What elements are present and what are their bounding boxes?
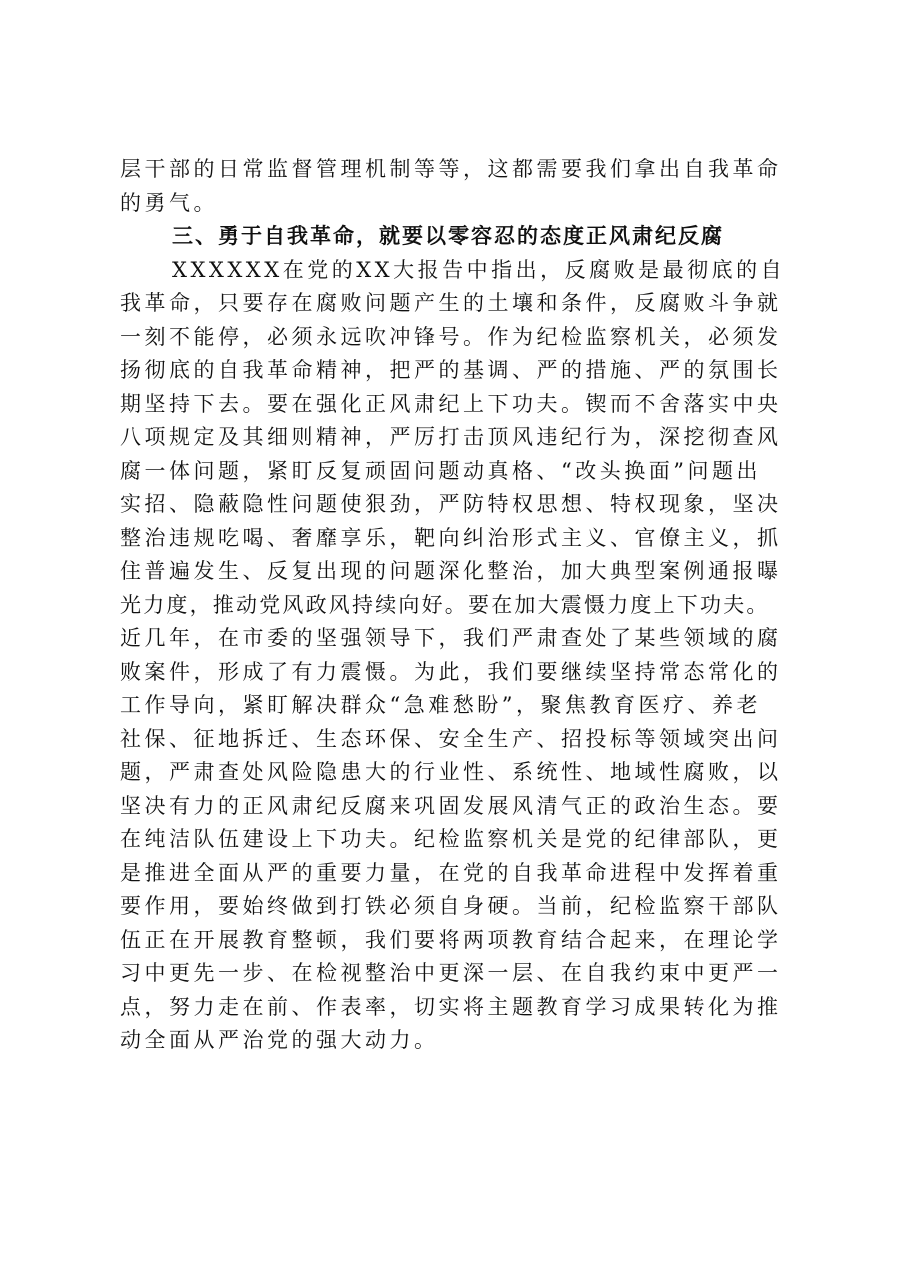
body-line: 整治违规吃喝、奢靡享乐，靶向纠治形式主义、官僚主义，抓 (120, 525, 782, 550)
body-line: 住普遍发生、反复出现的问题深化整治，加大典型案例通报曝 (120, 559, 782, 583)
body-line: 期坚持下去。要在强化正风肃纪上下功夫。锲而不舍落实中央 (120, 391, 782, 416)
body-line: 的勇气。 (120, 190, 218, 215)
document-body (120, 153, 800, 1058)
body-line: 要作用，要始终做到打铁必须自身硬。当前，纪检监察干部队 (120, 894, 782, 918)
body-line: 题，严肃查处风险隐患大的行业性、系统性、地域性腐败，以 (120, 760, 782, 784)
body-line: 动全面从严治党的强大动力。 (120, 1028, 439, 1052)
body-line: 近几年，在市委的坚强领导下，我们严肃查处了某些领域的腐 (120, 626, 782, 650)
body-line: 习中更先一步、在检视整治中更深一层、在自我约束中更严一 (120, 961, 782, 985)
body-line: 败案件，形成了有力震慑。为此，我们要继续坚持常态常化的 (120, 659, 782, 684)
body-line: 层干部的日常监督管理机制等等，这都需要我们拿出自我革命 (120, 157, 782, 181)
body-line: XXXXXX在党的XX大报告中指出，反腐败是最彻底的自 (172, 257, 786, 282)
body-line: 点，努力走在前、作表率，切实将主题教育学习成果转化为推 (120, 994, 782, 1019)
body-line: 光力度，推动党风政风持续向好。要在加大震慑力度上下功夫。 (120, 592, 770, 617)
body-line: 伍正在开展教育整顿，我们要将两项教育结合起来，在理论学 (120, 927, 782, 952)
body-line: 坚决有力的正风肃纪反腐来巩固发展风清气正的政治生态。要 (120, 793, 782, 818)
body-line: 腐一体问题，紧盯反复顽固问题动真格、“改头换面”问题出 (120, 458, 761, 483)
body-line: 实招、隐蔽隐性问题使狠劲，严防特权思想、特权现象，坚决 (120, 492, 782, 516)
body-line: 工作导向，紧盯解决群众“急难愁盼”，聚焦教育医疗、养老 (120, 693, 761, 717)
body-line: 一刻不能停，必须永远吹冲锋号。作为纪检监察机关，必须发 (120, 324, 782, 349)
body-line: 社保、征地拆迁、生态环保、安全生产、招投标等领域突出问 (120, 726, 782, 751)
body-line: 在纯洁队伍建设上下功夫。纪检监察机关是党的纪律部队，更 (120, 827, 782, 851)
body-line: 我革命，只要存在腐败问题产生的土壤和条件，反腐败斗争就 (120, 291, 782, 315)
body-line: 是推进全面从严的重要力量，在党的自我革命进程中发挥着重 (120, 860, 782, 885)
section-heading: 三、勇于自我革命，就要以零容忍的态度正风肃纪反腐 (172, 224, 724, 248)
body-line: 扬彻底的自我革命精神，把严的基调、严的措施、严的氛围长 (120, 358, 782, 382)
body-line: 八项规定及其细则精神，严厉打击顶风违纪行为，深挖彻查风 (120, 425, 782, 449)
